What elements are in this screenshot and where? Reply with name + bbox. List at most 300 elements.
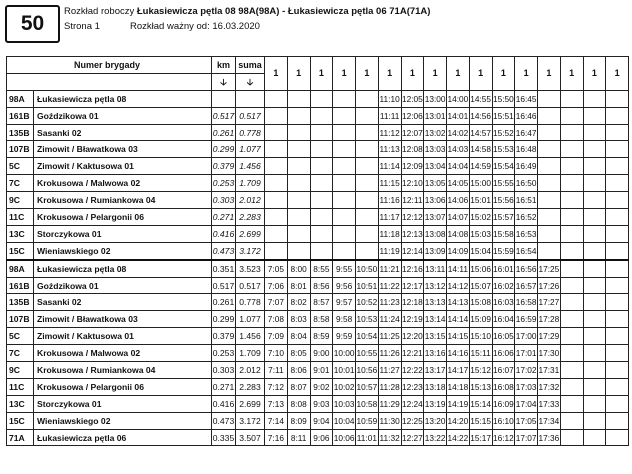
departure-time: 17:30 [538,345,561,362]
departure-time: 11:15 [378,175,401,192]
departure-time [287,107,310,124]
departure-time: 14:58 [469,141,492,158]
stop-code: 15C [7,242,34,259]
departure-time [583,328,606,345]
departure-time: 16:59 [515,311,538,328]
departure-time: 8:09 [287,412,310,429]
departure-time: 7:06 [265,277,288,294]
departure-time [356,209,379,226]
departure-time [560,260,583,277]
departure-time [560,395,583,412]
departure-time: 15:02 [469,209,492,226]
departure-time: 8:11 [287,429,310,446]
departure-time: 12:25 [401,412,424,429]
departure-time: 12:12 [401,209,424,226]
stop-row [7,225,629,242]
departure-time [583,192,606,209]
departure-time [356,242,379,259]
departure-time: 13:02 [424,124,447,141]
departure-time: 9:59 [333,328,356,345]
departure-time: 14:17 [447,362,470,379]
departure-time: 15:08 [469,294,492,311]
departure-time [287,90,310,107]
departure-time: 10:54 [356,328,379,345]
departure-time [356,158,379,175]
suma-value: 2.699 [236,225,265,242]
departure-time: 8:02 [287,294,310,311]
departure-time [310,90,333,107]
departure-time: 11:11 [378,107,401,124]
departure-time: 15:54 [492,158,515,175]
departure-time: 12:08 [401,141,424,158]
departure-time: 13:11 [424,260,447,277]
departure-time: 16:50 [515,175,538,192]
departure-time: 15:04 [469,242,492,259]
departure-time: 15:53 [492,141,515,158]
departure-time: 16:02 [492,277,515,294]
departure-time: 16:12 [492,429,515,446]
brigade-number-cell: 1 [287,57,310,91]
departure-time [287,141,310,158]
departure-time: 11:21 [378,260,401,277]
departure-time: 17:32 [538,378,561,395]
route-number: 50 [20,12,45,35]
departure-time: 13:03 [424,141,447,158]
departure-time: 14:02 [447,124,470,141]
departure-time: 12:14 [401,242,424,259]
departure-time [606,294,629,311]
departure-time: 12:23 [401,378,424,395]
departure-time: 7:16 [265,429,288,446]
departure-time [310,175,333,192]
departure-time: 14:57 [469,124,492,141]
schedule-title-prefix: Rozkład roboczy [64,6,137,17]
departure-time: 11:25 [378,328,401,345]
departure-time: 8:01 [287,277,310,294]
departure-time: 13:14 [424,311,447,328]
departure-time [538,107,561,124]
departure-time [265,225,288,242]
km-value: 0.379 [212,328,236,345]
schedule-title [64,6,430,17]
departure-time: 15:55 [492,175,515,192]
departure-time [560,242,583,259]
departure-time: 14:18 [447,378,470,395]
departure-time: 17:03 [515,378,538,395]
stop-code: 7C [7,175,34,192]
stop-row [7,328,629,345]
brigade-number-cell: 1 [492,57,515,91]
departure-time [560,225,583,242]
departure-time: 14:01 [447,107,470,124]
departure-time: 16:56 [515,260,538,277]
departure-time: 16:58 [515,294,538,311]
departure-time: 11:13 [378,141,401,158]
suma-value: 1.709 [236,345,265,362]
departure-time: 11:30 [378,412,401,429]
departure-time: 9:58 [333,311,356,328]
suma-value: 3.172 [236,412,265,429]
schedule-title-route: Łukasiewicza pętla 08 98A(98A) - Łukasiewicza pętla 06 71A(71A) [136,6,431,17]
departure-time: 10:06 [333,429,356,446]
departure-time: 16:05 [492,328,515,345]
departure-time [265,175,288,192]
departure-time [538,158,561,175]
suma-value: 2.699 [236,395,265,412]
departure-time: 15:06 [469,260,492,277]
departure-time: 13:15 [424,328,447,345]
departure-time: 16:46 [515,107,538,124]
departure-time: 13:20 [424,412,447,429]
suma-value: 2.283 [236,209,265,226]
stop-name: Krokusowa / Malwowa 02 [34,345,212,362]
departure-time: 8:03 [287,311,310,328]
departure-time: 8:55 [310,260,333,277]
departure-time: 7:11 [265,362,288,379]
departure-time [606,328,629,345]
km-value: 0.253 [212,175,236,192]
departure-time: 10:55 [356,345,379,362]
departure-time: 9:04 [310,412,333,429]
departure-time [606,277,629,294]
departure-time: 14:15 [447,328,470,345]
brigade-number-label: Numer brygady [7,57,212,74]
departure-time [560,90,583,107]
departure-time: 17:07 [515,429,538,446]
stop-code: 9C [7,192,34,209]
departure-time: 7:08 [265,311,288,328]
suma-value: 2.283 [236,378,265,395]
departure-time [583,242,606,259]
departure-time [560,345,583,362]
departure-time: 14:20 [447,412,470,429]
page-number: Strona 1 [64,21,100,32]
departure-time [538,124,561,141]
departure-time: 9:06 [310,429,333,446]
departure-time [333,158,356,175]
departure-time [583,429,606,446]
km-value: 0.416 [212,225,236,242]
departure-time: 8:05 [287,345,310,362]
departure-time: 16:57 [515,277,538,294]
stop-name: Zimowit / Bławatkowa 03 [34,141,212,158]
stop-row [7,277,629,294]
stop-name: Goździkowa 01 [34,107,212,124]
departure-time [583,378,606,395]
departure-time: 12:09 [401,158,424,175]
departure-time: 13:05 [424,175,447,192]
departure-time: 13:00 [424,90,447,107]
departure-time [583,209,606,226]
departure-time: 15:13 [469,378,492,395]
departure-time: 11:27 [378,362,401,379]
departure-time [287,225,310,242]
stop-code: 15C [7,412,34,429]
departure-time: 11:29 [378,395,401,412]
suma-value: 1.077 [236,141,265,158]
departure-time [583,225,606,242]
departure-time [560,378,583,395]
departure-time: 9:03 [310,395,333,412]
departure-time: 13:12 [424,277,447,294]
departure-time: 9:56 [333,277,356,294]
stop-name: Storczykowa 01 [34,395,212,412]
departure-time: 14:00 [447,90,470,107]
departure-time: 14:59 [469,158,492,175]
stop-name: Sasanki 02 [34,124,212,141]
stop-row [7,107,629,124]
departure-time [560,362,583,379]
departure-time: 11:23 [378,294,401,311]
stop-name: Zimowit / Kaktusowa 01 [34,328,212,345]
departure-time: 15:58 [492,225,515,242]
departure-time: 8:57 [310,294,333,311]
departure-time: 11:26 [378,345,401,362]
departure-time: 17:33 [538,395,561,412]
departure-time [560,141,583,158]
departure-time: 12:06 [401,107,424,124]
km-value: 0.473 [212,412,236,429]
departure-time: 7:05 [265,260,288,277]
departure-time: 9:01 [310,362,333,379]
suma-value: 3.172 [236,242,265,259]
departure-time: 16:07 [492,362,515,379]
departure-time [356,107,379,124]
departure-time: 8:58 [310,311,333,328]
departure-time: 13:06 [424,192,447,209]
stop-code: 98A [7,90,34,107]
departure-time: 9:00 [310,345,333,362]
stop-name: Krokusowa / Rumiankowa 04 [34,192,212,209]
departure-time: 15:59 [492,242,515,259]
departure-time: 13:17 [424,362,447,379]
stop-code: 13C [7,225,34,242]
stop-name: Wieniawskiego 02 [34,242,212,259]
departure-time [560,294,583,311]
stop-row [7,378,629,395]
departure-time: 16:53 [515,225,538,242]
departure-time: 15:01 [469,192,492,209]
departure-time: 16:45 [515,90,538,107]
brigade-number-cell: 1 [515,57,538,91]
departure-time: 11:19 [378,242,401,259]
stop-code: 161B [7,277,34,294]
departure-time [606,158,629,175]
departure-time [583,412,606,429]
departure-time: 17:02 [515,362,538,379]
brigade-number-cell: 1 [310,57,333,91]
departure-time: 10:58 [356,395,379,412]
departure-time [583,90,606,107]
departure-time: 15:11 [469,345,492,362]
departure-time: 12:05 [401,90,424,107]
departure-time [287,192,310,209]
brigade-number-cell: 1 [538,57,561,91]
km-header: km [212,57,236,74]
stop-row [7,124,629,141]
departure-time: 16:51 [515,192,538,209]
departure-time [606,209,629,226]
departure-time: 16:09 [492,395,515,412]
departure-time: 17:05 [515,412,538,429]
departure-time: 13:09 [424,242,447,259]
departure-time: 11:01 [356,429,379,446]
km-value: 0.351 [212,260,236,277]
departure-time [583,141,606,158]
departure-time [333,225,356,242]
departure-time [606,225,629,242]
departure-time [583,260,606,277]
stop-row [7,362,629,379]
departure-time: 15:56 [492,192,515,209]
departure-time [538,209,561,226]
departure-time: 12:24 [401,395,424,412]
departure-time: 14:13 [447,294,470,311]
stop-row [7,311,629,328]
stop-code: 11C [7,209,34,226]
departure-time [333,192,356,209]
stop-code: 7C [7,345,34,362]
suma-value: 1.709 [236,175,265,192]
stop-code: 5C [7,328,34,345]
departure-time [333,209,356,226]
departure-time: 12:22 [401,362,424,379]
departure-time: 11:24 [378,311,401,328]
departure-time [583,124,606,141]
departure-time [287,209,310,226]
departure-time [356,141,379,158]
departure-time: 17:31 [538,362,561,379]
departure-time [583,277,606,294]
stop-name: Zimowit / Kaktusowa 01 [34,158,212,175]
departure-time: 12:11 [401,192,424,209]
departure-time: 14:19 [447,395,470,412]
brigade-number-cell: 1 [401,57,424,91]
departure-time: 17:25 [538,260,561,277]
departure-time: 10:01 [333,362,356,379]
departure-time: 12:21 [401,345,424,362]
stop-name: Sasanki 02 [34,294,212,311]
departure-time [606,378,629,395]
departure-time: 14:12 [447,277,470,294]
departure-time [606,90,629,107]
departure-time: 17:27 [538,294,561,311]
departure-time [560,107,583,124]
departure-time [583,294,606,311]
suma-header: suma [236,57,265,74]
departure-time [538,192,561,209]
departure-time [265,158,288,175]
departure-time [356,225,379,242]
departure-time [606,175,629,192]
departure-time: 13:22 [424,429,447,446]
km-value: 0.335 [212,429,236,446]
departure-time: 7:10 [265,345,288,362]
departure-time: 16:48 [515,141,538,158]
stop-name: Krokusowa / Malwowa 02 [34,175,212,192]
departure-time: 15:12 [469,362,492,379]
departure-time: 15:14 [469,395,492,412]
departure-time: 15:17 [469,429,492,446]
km-value: 0.303 [212,362,236,379]
timetable [6,56,629,446]
departure-time: 17:28 [538,311,561,328]
departure-time [583,362,606,379]
stop-code: 98A [7,260,34,277]
departure-time [310,124,333,141]
departure-time [265,90,288,107]
stop-row [7,345,629,362]
km-value: 0.261 [212,294,236,311]
stop-name: Łukasiewicza pętla 06 [34,429,212,446]
departure-time [333,141,356,158]
departure-time: 11:32 [378,429,401,446]
departure-time: 17:00 [515,328,538,345]
departure-time: 7:09 [265,328,288,345]
departure-time: 10:03 [333,395,356,412]
departure-time: 10:56 [356,362,379,379]
departure-time: 10:52 [356,294,379,311]
departure-time [538,175,561,192]
departure-time: 16:10 [492,412,515,429]
departure-time: 11:28 [378,378,401,395]
departure-time [583,175,606,192]
departure-time: 17:04 [515,395,538,412]
departure-time [287,175,310,192]
departure-time: 16:04 [492,311,515,328]
stop-row [7,141,629,158]
stop-row [7,395,629,412]
departure-time [606,311,629,328]
departure-time: 12:16 [401,260,424,277]
departure-time: 14:07 [447,209,470,226]
departure-time [560,192,583,209]
departure-time [356,90,379,107]
departure-time [583,158,606,175]
suma-value: 0.778 [236,124,265,141]
departure-time: 17:29 [538,328,561,345]
stop-code: 107B [7,141,34,158]
suma-value: 0.517 [236,277,265,294]
departure-time: 10:57 [356,378,379,395]
stop-name: Goździkowa 01 [34,277,212,294]
departure-time: 14:55 [469,90,492,107]
departure-time [310,141,333,158]
suma-value: 0.778 [236,294,265,311]
departure-time [560,124,583,141]
departure-time: 10:51 [356,277,379,294]
stop-code: 71A [7,429,34,446]
departure-time: 7:13 [265,395,288,412]
departure-time [356,175,379,192]
departure-time: 10:53 [356,311,379,328]
suma-value: 1.456 [236,158,265,175]
brigade-number-cell: 1 [469,57,492,91]
departure-time [310,192,333,209]
departure-time: 9:02 [310,378,333,395]
departure-time: 13:19 [424,395,447,412]
departure-time: 8:08 [287,395,310,412]
km-value: 0.379 [212,158,236,175]
departure-time: 8:59 [310,328,333,345]
departure-time [356,124,379,141]
departure-time: 11:17 [378,209,401,226]
stop-code: 107B [7,311,34,328]
departure-time: 17:01 [515,345,538,362]
departure-time: 9:55 [333,260,356,277]
departure-time: 11:22 [378,277,401,294]
departure-time [606,345,629,362]
